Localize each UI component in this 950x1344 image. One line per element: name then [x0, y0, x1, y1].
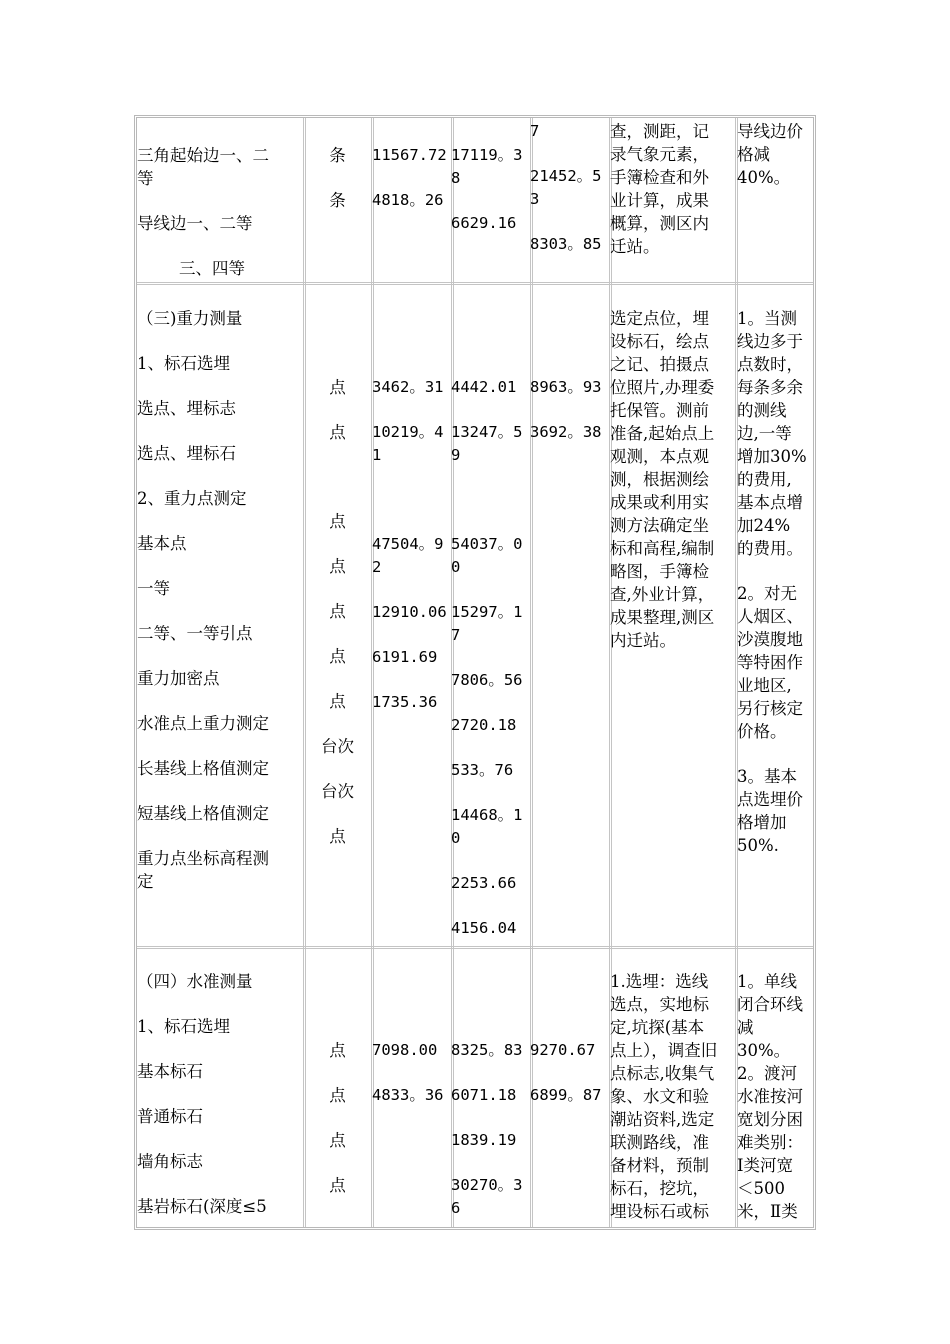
row2-b-6: 15297。1 — [451, 603, 523, 621]
row2-e-22: 50%. — [737, 836, 779, 855]
row2-units — [305, 376, 370, 848]
row2-b-8: 7806。56 — [451, 671, 523, 689]
row3-unit-1: 点 — [329, 1041, 346, 1060]
row3-unit-2: 点 — [329, 1086, 346, 1105]
row1-d-1: 查，测距，记 — [610, 122, 709, 141]
row3-name-1: （四）水准测量 — [137, 972, 253, 991]
row2-e-9: 基本点增 — [737, 493, 803, 512]
row1-units — [305, 144, 370, 212]
row2-name-11: 长基线上格值测定 — [137, 759, 269, 778]
row1-d-4: 业计算，成果 — [610, 191, 709, 210]
row2-name-2: 1、标石选埋 — [137, 354, 230, 373]
row2-b-13: 2253.66 — [451, 874, 517, 892]
row1-item-names — [137, 144, 269, 280]
row1-col-c — [530, 120, 602, 256]
row2-d-11: 标和高程,编制 — [610, 539, 715, 558]
row2-e-18: 价格。 — [737, 722, 787, 741]
row2-d-8: 测，根据测绘 — [610, 470, 709, 489]
row3-col-c — [530, 1039, 602, 1107]
row1-d-2: 录气象元素， — [610, 145, 709, 164]
row2-e-12: 2。对无 — [737, 584, 797, 603]
row3-e-3: 减 — [737, 1018, 754, 1037]
row3-d-1: 1.选埋：选线 — [610, 972, 709, 991]
row2-e-10: 加24% — [737, 516, 791, 535]
row1-col-a — [372, 144, 447, 212]
row3-e-5: 2。渡河 — [737, 1064, 797, 1083]
row2-d-13: 查,外业计算， — [610, 585, 715, 604]
row2-d-3: 之记、拍摄点 — [610, 355, 709, 374]
row2-e-6: 边,一等 — [737, 424, 792, 443]
row2-e-17: 另行核定 — [737, 699, 803, 718]
row1-col-e — [737, 120, 803, 189]
row2-e-7: 增加30% — [737, 447, 807, 466]
row2-name-13: 重力点坐标高程测 — [137, 849, 269, 868]
row2-a-4: 47504。9 — [372, 535, 444, 553]
row2-b-14: 4156.04 — [451, 919, 517, 937]
row2-a-2: 10219。4 — [372, 423, 444, 441]
row1-name-1: 三角起始边一、二 — [137, 146, 269, 165]
row2-name-7: 一等 — [137, 579, 170, 598]
row3-d-4: 点上），调查旧 — [610, 1041, 718, 1060]
row3-b-4: 30270。3 — [451, 1176, 523, 1194]
row2-col-e — [737, 307, 807, 857]
row2-e-1: 1。当测 — [737, 309, 797, 328]
row3-name-4: 普通标石 — [137, 1107, 203, 1126]
row3-unit-4: 点 — [329, 1176, 346, 1195]
row1-col-b — [451, 144, 523, 235]
row2-unit-6: 点 — [329, 647, 346, 666]
row2-col-d — [610, 307, 714, 652]
row2-unit-9: 台次 — [321, 782, 354, 801]
row2-name-5: 2、重力点测定 — [137, 489, 247, 508]
row2-a-6: 12910.06 — [372, 603, 447, 621]
row3-d-8: 联测路线，准 — [610, 1133, 709, 1152]
row3-d-3: 定,坑探(基本 — [610, 1018, 705, 1037]
row2-e-21: 格增加 — [737, 813, 787, 832]
row2-name-8: 二等、一等引点 — [137, 624, 253, 643]
row2-d-2: 设标石，绘点 — [610, 332, 709, 351]
row3-col-d — [610, 970, 717, 1223]
row2-c-2: 3692。38 — [530, 423, 602, 441]
row3-col-e — [737, 970, 803, 1223]
row1-name-3: 导线边一、二等 — [137, 214, 253, 233]
row1-c-3: 3 — [530, 190, 540, 208]
row2-item-names — [137, 307, 269, 893]
row2-b-9: 2720.18 — [451, 716, 517, 734]
row3-b-5: 6 — [451, 1199, 461, 1217]
row2-b-12: 0 — [451, 829, 461, 847]
row2-unit-4: 点 — [329, 557, 346, 576]
row3-e-2: 闭合环线 — [737, 995, 803, 1014]
row1-unit-2: 条 — [329, 191, 346, 210]
row2-a-8: 1735.36 — [372, 693, 438, 711]
row3-e-7: 宽划分困 — [737, 1110, 803, 1129]
row2-b-3: 9 — [451, 446, 461, 464]
row2-name-9: 重力加密点 — [137, 669, 220, 688]
row2-name-10: 水准点上重力测定 — [137, 714, 269, 733]
row2-b-11: 14468。1 — [451, 806, 523, 824]
row1-e-3: 40%。 — [737, 168, 791, 187]
row3-units — [305, 1039, 370, 1197]
row2-b-1: 4442.01 — [451, 378, 517, 396]
row2-unit-7: 点 — [329, 692, 346, 711]
row2-e-19: 3。基本 — [737, 767, 797, 786]
row1-d-6: 迁站。 — [610, 237, 660, 256]
row2-d-5: 托保管。测前 — [610, 401, 709, 420]
row2-name-1: （三)重力测量 — [137, 309, 243, 328]
row3-e-9: Ⅰ类河宽 — [737, 1156, 794, 1175]
row2-unit-1: 点 — [329, 378, 346, 397]
row3-b-2: 6071.18 — [451, 1086, 517, 1104]
row2-e-4: 每条多余 — [737, 378, 803, 397]
row1-b-2: 8 — [451, 169, 461, 187]
row1-col-d — [610, 120, 709, 258]
row2-d-14: 成果整理,测区 — [610, 608, 715, 627]
row3-item-names — [137, 970, 267, 1218]
row1-d-3: 手簿检查和外 — [610, 168, 709, 187]
row1-a-1: 11567.72 — [372, 146, 447, 164]
row1-c-4: 8303。85 — [530, 235, 602, 253]
row1-d-5: 概算，测区内 — [610, 214, 709, 233]
row3-d-11: 埋设标石或标 — [610, 1202, 709, 1221]
row3-d-7: 潮站资料,选定 — [610, 1110, 715, 1129]
row3-d-5: 点标志,收集气 — [610, 1064, 715, 1083]
row2-e-5: 的测线 — [737, 401, 787, 420]
row3-e-10: ＜500 — [737, 1179, 785, 1198]
row2-e-20: 点选埋价 — [737, 790, 803, 809]
row2-d-15: 内迁站。 — [610, 631, 676, 650]
row3-c-1: 9270.67 — [530, 1041, 596, 1059]
row3-col-a — [372, 1039, 444, 1107]
row2-col-a — [372, 376, 447, 714]
row1-unit-1: 条 — [329, 146, 346, 165]
row2-e-3: 点数时， — [737, 355, 803, 374]
row1-c-2: 21452。5 — [530, 167, 602, 185]
row3-d-2: 选点，实地标 — [610, 995, 709, 1014]
row-divider — [137, 946, 813, 949]
row2-col-b — [451, 376, 523, 940]
row2-d-12: 略图，手簿检 — [610, 562, 709, 581]
row3-e-4: 30%。 — [737, 1041, 791, 1060]
row2-unit-5: 点 — [329, 602, 346, 621]
row2-d-9: 成果或利用实 — [610, 493, 709, 512]
row2-b-5: 0 — [451, 558, 461, 576]
row3-c-2: 6899。87 — [530, 1086, 602, 1104]
row2-e-16: 业地区, — [737, 676, 792, 695]
row2-c-1: 8963。93 — [530, 378, 602, 396]
row2-e-2: 线边多于 — [737, 332, 803, 351]
row2-d-1: 选定点位，埋 — [610, 309, 709, 328]
row3-b-3: 1839.19 — [451, 1131, 517, 1149]
row2-unit-8: 台次 — [321, 737, 354, 756]
row3-e-1: 1。单线 — [737, 972, 797, 991]
row2-unit-2: 点 — [329, 423, 346, 442]
row2-unit-3: 点 — [329, 512, 346, 531]
row2-d-4: 位照片,办理委 — [610, 378, 715, 397]
row2-e-14: 沙漠腹地 — [737, 630, 803, 649]
row3-d-10: 标石，挖坑， — [610, 1179, 709, 1198]
row1-e-1: 导线边价 — [737, 122, 803, 141]
row1-e-2: 格减 — [737, 145, 770, 164]
row2-e-13: 人烟区、 — [737, 607, 803, 626]
row3-name-2: 1、标石选埋 — [137, 1017, 230, 1036]
row1-a-2: 4818。26 — [372, 191, 444, 209]
row2-b-2: 13247。5 — [451, 423, 523, 441]
row2-col-c — [530, 376, 602, 444]
row-divider — [137, 282, 813, 285]
row3-a-1: 7098.00 — [372, 1041, 438, 1059]
row3-d-6: 象、水文和验 — [610, 1087, 709, 1106]
row3-name-5: 墙角标志 — [137, 1152, 203, 1171]
row2-e-15: 等特困作 — [737, 653, 803, 672]
row3-col-b — [451, 1039, 523, 1220]
row1-name-4: 三、四等 — [179, 259, 245, 278]
row2-unit-10: 点 — [329, 827, 346, 846]
row3-name-3: 基本标石 — [137, 1062, 203, 1081]
row2-d-10: 测方法确定坐 — [610, 516, 709, 535]
row1-name-2: 等 — [137, 169, 154, 188]
row3-e-8: 难类别： — [737, 1133, 803, 1152]
row2-a-3: 1 — [372, 446, 382, 464]
row2-a-1: 3462。31 — [372, 378, 444, 396]
row3-a-2: 4833。36 — [372, 1086, 444, 1104]
row2-name-12: 短基线上格值测定 — [137, 804, 269, 823]
row2-b-10: 533。76 — [451, 761, 514, 779]
row2-e-8: 的费用, — [737, 470, 792, 489]
row2-d-7: 观测，本点观 — [610, 447, 709, 466]
row1-c-1: 7 — [530, 122, 540, 140]
row1-b-1: 17119。3 — [451, 146, 523, 164]
row3-d-9: 备材料，预制 — [610, 1156, 709, 1175]
row3-e-11: 米，Ⅱ类 — [737, 1202, 798, 1221]
row2-a-7: 6191.69 — [372, 648, 438, 666]
row2-name-3: 选点、埋标志 — [137, 399, 236, 418]
row1-b-3: 6629.16 — [451, 214, 517, 232]
row2-b-4: 54037。0 — [451, 535, 523, 553]
row3-unit-3: 点 — [329, 1131, 346, 1150]
row3-e-6: 水准按河 — [737, 1087, 803, 1106]
row2-d-6: 准备,起始点上 — [610, 424, 715, 443]
row2-e-11: 的费用。 — [737, 539, 803, 558]
row3-name-6: 基岩标石(深度≤5 — [137, 1197, 267, 1216]
row3-b-1: 8325。83 — [451, 1041, 523, 1059]
row2-name-6: 基本点 — [137, 534, 187, 553]
row2-a-5: 2 — [372, 558, 382, 576]
row2-name-4: 选点、埋标石 — [137, 444, 236, 463]
row2-name-14: 定 — [137, 872, 154, 891]
row2-b-7: 7 — [451, 626, 461, 644]
